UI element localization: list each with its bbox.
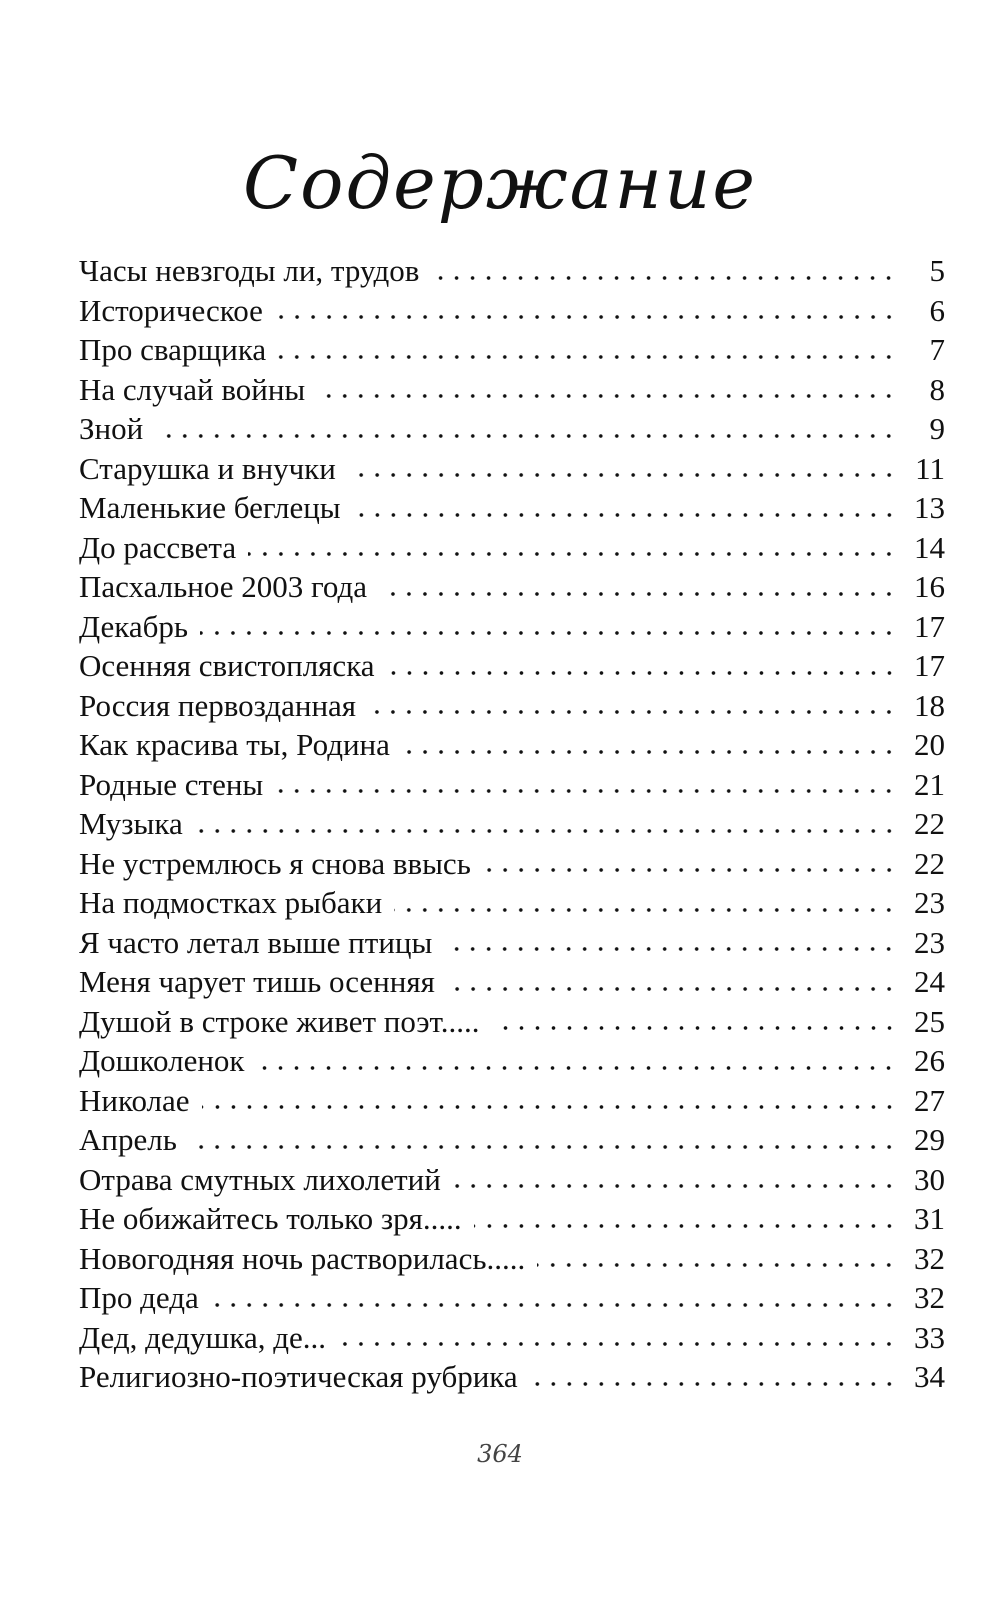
dot-leader	[211, 1302, 897, 1308]
toc-entry[interactable]	[79, 1120, 945, 1160]
toc-entry[interactable]	[79, 923, 945, 963]
toc-entry-page: 20	[914, 727, 945, 762]
toc-entry-title: Дед, дедушка, де...	[79, 1319, 327, 1355]
dot-leader	[474, 1223, 897, 1229]
toc-entry[interactable]	[79, 449, 945, 489]
toc-entry-title: На случай войны	[79, 371, 306, 407]
dot-leader	[530, 1381, 897, 1387]
toc-entry[interactable]	[79, 1002, 945, 1042]
toc-entry-page: 26	[914, 1043, 945, 1078]
toc-entry[interactable]	[79, 528, 945, 568]
toc-entry[interactable]	[79, 646, 945, 686]
toc-entry[interactable]	[79, 962, 945, 1002]
toc-entry[interactable]	[79, 251, 945, 291]
page-number: 364	[477, 1440, 523, 1468]
toc-entry-title: Новогодняя ночь растворилась.....	[79, 1240, 526, 1276]
dot-leader	[447, 986, 897, 992]
dot-leader	[492, 1025, 898, 1031]
toc-entry-page: 13	[914, 490, 945, 525]
toc-entry-title: Про сварщика	[79, 332, 267, 367]
dot-leader	[278, 354, 897, 360]
dot-leader	[248, 551, 897, 557]
toc-entry-page: 30	[914, 1161, 945, 1197]
toc-entry-title: До рассвета	[79, 529, 237, 565]
toc-entry-title: Николае	[79, 1082, 190, 1118]
dot-leader	[275, 788, 897, 794]
dot-leader	[402, 749, 897, 755]
toc-entry-page: 23	[914, 924, 945, 960]
toc-entry-page: 24	[914, 964, 945, 999]
toc-entry[interactable]	[79, 291, 945, 331]
toc-entry-page: 31	[914, 1201, 945, 1236]
dot-leader	[394, 907, 897, 913]
toc-entry-page: 16	[914, 569, 945, 604]
toc-entry-title: Не устремлюсь я снова ввысь	[79, 845, 471, 881]
dot-leader	[444, 946, 897, 952]
toc-entry-title: Религиозно-поэтическая рубрика	[79, 1359, 518, 1394]
dot-leader	[317, 393, 897, 399]
toc-entry-page: 25	[914, 1003, 945, 1039]
toc-entry-title: Душой в строке живет поэт.....	[79, 1003, 480, 1039]
dot-leader	[202, 1104, 897, 1110]
dot-leader	[195, 828, 897, 834]
page-title: Содержание	[243, 141, 757, 225]
dot-leader	[275, 314, 897, 320]
toc-entry-page: 33	[914, 1319, 945, 1355]
toc-entry-page: 7	[929, 332, 945, 367]
toc-entry[interactable]	[79, 1357, 945, 1397]
dot-leader	[189, 1144, 897, 1150]
toc-entry-page: 29	[914, 1122, 945, 1157]
toc-entry[interactable]	[79, 409, 945, 449]
toc-entry[interactable]	[79, 488, 945, 528]
toc-entry-page: 17	[914, 648, 945, 683]
toc-entry-page: 18	[914, 687, 945, 723]
toc-entry[interactable]	[79, 1318, 945, 1358]
toc-entry-title: Меня чарует тишь осенняя	[79, 964, 435, 999]
toc-entry[interactable]	[79, 370, 945, 410]
toc-entry-page: 23	[914, 885, 945, 920]
toc-entry-page: 22	[914, 845, 945, 881]
dot-leader	[338, 1341, 897, 1347]
toc-entry-page: 34	[914, 1359, 945, 1394]
dot-leader	[483, 867, 897, 873]
toc-entry-title: Про деда	[79, 1280, 199, 1315]
dot-leader	[387, 670, 897, 676]
toc-entry[interactable]	[79, 883, 945, 923]
dot-leader	[431, 275, 897, 281]
toc-entry-page: 21	[914, 766, 945, 802]
toc-entry[interactable]	[79, 567, 945, 607]
toc-entry-title: Декабрь	[79, 608, 189, 644]
toc-entry-title: Музыка	[79, 806, 183, 841]
toc-entry-title: Родные стены	[79, 766, 264, 802]
dot-leader	[200, 630, 897, 636]
toc-entry-page: 8	[929, 371, 945, 407]
toc-entry[interactable]	[79, 1160, 945, 1200]
toc-entry-title: Пасхальное 2003 года	[79, 569, 368, 604]
dot-leader	[348, 472, 897, 478]
toc-entry-page: 6	[929, 292, 945, 328]
toc-entry-title: Историческое	[79, 292, 263, 328]
toc-entry-page: 11	[915, 450, 945, 486]
dot-leader	[368, 709, 897, 715]
toc-entry[interactable]	[79, 765, 945, 805]
toc-entry-title: Отрава смутных лихолетий	[79, 1161, 441, 1197]
toc-entry-page: 22	[914, 806, 945, 841]
dot-leader	[537, 1262, 897, 1268]
toc-entry[interactable]	[79, 1081, 945, 1121]
toc-entry-title: Старушка и внучки	[79, 450, 336, 486]
toc-entry-title: Россия первозданная	[79, 687, 357, 723]
toc-entry[interactable]	[79, 330, 945, 370]
toc-entry-page: 27	[914, 1082, 945, 1118]
toc-entry-page: 14	[914, 529, 945, 565]
toc-entry[interactable]	[79, 686, 945, 726]
dot-leader	[155, 433, 897, 439]
toc-entry-title: Я часто летал выше птицы	[79, 924, 433, 960]
dot-leader	[256, 1065, 897, 1071]
toc-entry[interactable]	[79, 804, 945, 844]
toc-entry-title: Апрель	[79, 1122, 177, 1157]
toc-entry[interactable]	[79, 1199, 945, 1239]
toc-entry-title: Маленькие беглецы	[79, 490, 341, 525]
table-of-contents	[79, 251, 945, 1397]
toc-entry-title: Как красива ты, Родина	[79, 727, 390, 762]
dot-leader	[453, 1183, 897, 1189]
toc-entry[interactable]	[79, 1041, 945, 1081]
toc-entry-page: 32	[914, 1280, 945, 1315]
toc-entry-page: 32	[914, 1240, 945, 1276]
toc-entry[interactable]	[79, 844, 945, 884]
dot-leader	[353, 512, 897, 518]
toc-entry-page: 5	[929, 253, 945, 288]
toc-entry[interactable]	[79, 1239, 945, 1279]
toc-entry-title: Осенняя свистопляска	[79, 648, 375, 683]
toc-entry-title: На подмостках рыбаки	[79, 885, 383, 920]
toc-entry-page: 17	[914, 608, 945, 644]
toc-entry[interactable]	[79, 607, 945, 647]
toc-entry-title: Часы невзгоды ли, трудов	[79, 253, 420, 288]
toc-entry-title: Зной	[79, 411, 144, 446]
toc-entry[interactable]	[79, 1278, 945, 1318]
dot-leader	[379, 591, 897, 597]
toc-entry-title: Дошколенок	[79, 1043, 245, 1078]
toc-entry[interactable]	[79, 725, 945, 765]
toc-entry-title: Не обижайтесь только зря.....	[79, 1201, 462, 1236]
toc-entry-page: 9	[929, 411, 945, 446]
